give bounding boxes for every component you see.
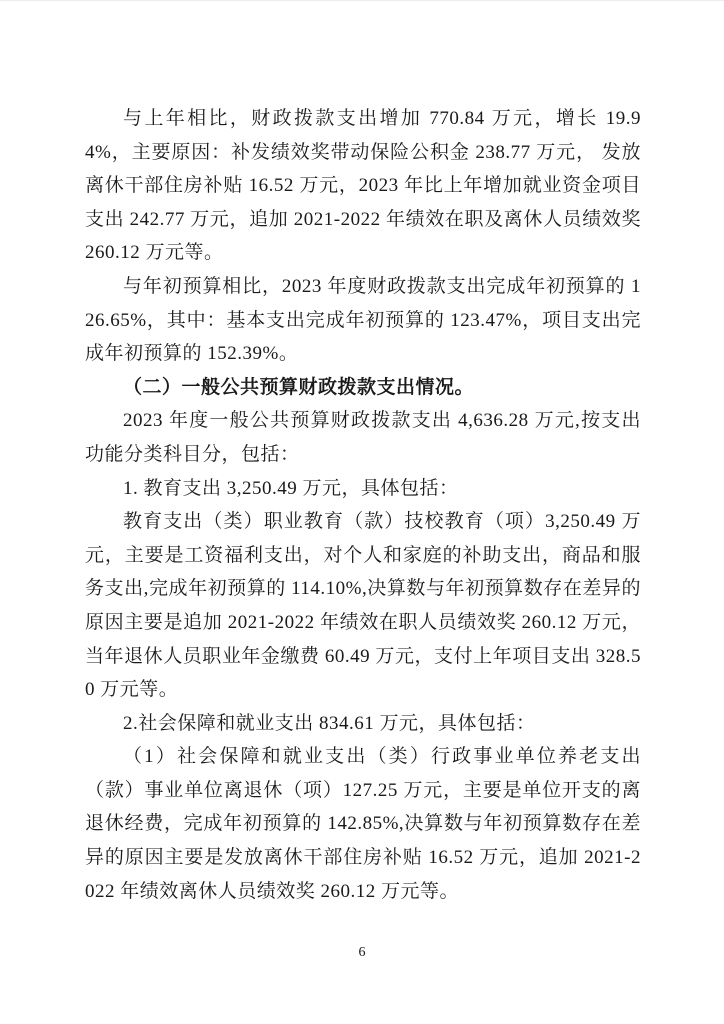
paragraph-budget-comparison: 与年初预算相比，2023 年度财政拨款支出完成年初预算的 126.65%，其中：基本支出完成年初预算的 123.47%，项目支出完成年初预算的 152.39%。 xyxy=(85,275,641,365)
paragraph-total-expenditure: 2023 年度一般公共预算财政拨款支出 4,636.28 万元,按支出功能分类科目分，包括： xyxy=(85,410,641,465)
document-body xyxy=(85,102,641,908)
paragraph-social-security-detail: （1）社会保障和就业支出（类）行政事业单位养老支出（款）事业单位离退休（项）127.25 万元，主要是单位开支的离退休经费，完成年初预算的 142.85%,决算数与年初预算数存在差异的原因主要是发放离休干部住房补贴 16.52 万元，追加 2021-2022 年绩效离休人员绩效奖 260.12 万元等。 xyxy=(85,746,641,902)
paragraph-yoy-comparison: 与上年相比，财政拨款支出增加 770.84 万元，增长 19.94%，主要原因：补发绩效奖带动保险公积金 238.77 万元， 发放离休干部住房补贴 16.52 万元，2023 年比上年增加就业资金项目支出 242.77 万元，追加 2021-2022 年绩效在职及离休人员绩效奖 260.12 万元等。 xyxy=(85,108,641,264)
paragraph-social-security-intro: 2.社会保障和就业支出 834.61 万元，具体包括： xyxy=(123,712,536,734)
page-number: 6 xyxy=(358,945,366,960)
paragraph-education-expenditure-detail: 教育支出（类）职业教育（款）技校教育（项）3,250.49 万元，主要是工资福利支出，对个人和家庭的补助支出，商品和服务支出,完成年初预算的 114.10%,决算数与年初预算数存在差异的原因主要是追加 2021-2022 年绩效在职人员绩效奖 260.12 万元，当年退休人员职业年金缴费 60.49 万元，支付上年项目支出 328.50 万元等。 xyxy=(85,511,641,701)
paragraph-education-expenditure-intro: 1. 教育支出 3,250.49 万元，具体包括： xyxy=(123,477,459,499)
section-heading-general-public-budget-expenditure: （二）一般公共预算财政拨款支出情况。 xyxy=(123,376,475,398)
